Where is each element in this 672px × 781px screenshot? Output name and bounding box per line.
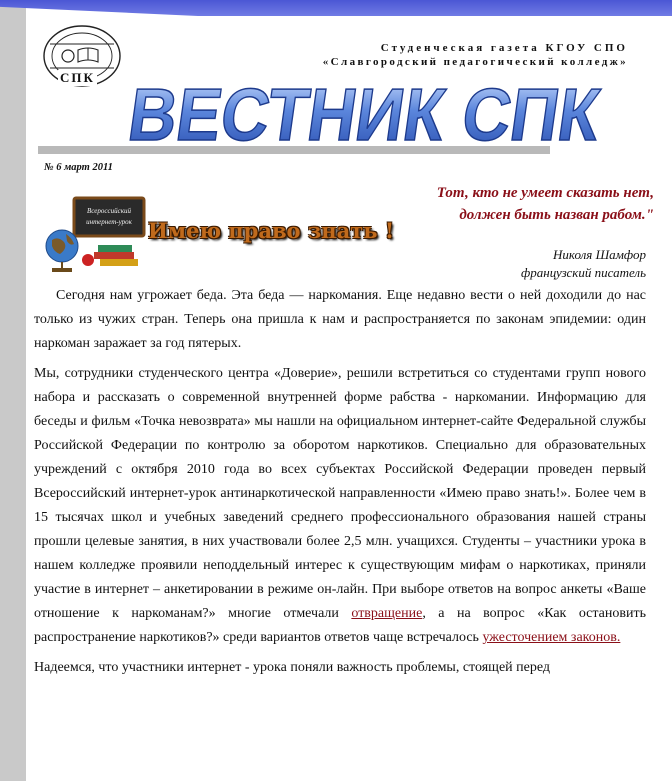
paragraph-2-part-b: , а на вопрос «Как остановить распространение наркотиков?» среди вариантов ответов чаще встречалось <box>34 606 646 645</box>
masthead-title: ВЕСТНИК СПК <box>123 74 624 156</box>
paragraph-2-part-a: Мы, сотрудники студенческого центра «Доверие», решили встретиться со студентами групп нового набора и рассказать о современной внутренней форме рабства - наркомании. Информацию для беседы и фильм «Точка невозврата» мы нашли на официальном интернет-сайте Федеральной службы Российской Федерации по контролю за оборотом наркотиков. Специально для образовательных учреждений с октября 2010 года во всех субъектах Российской Федерации проведен первый Всероссийский интернет-урок антинаркотической направленности «Имею право знать!». Более чем в 15 тысячах школ и учебных заведений среднего профессионального образования нашей страны прошли целевые занятия, в них участвовали более 2,5 млн. учащихся. Студенты – участники урока в нашем колледже проявили неподдельный интерес к существующим мифам о наркотиках, приняли участие в интернет – анкетировании в режиме он-лайн. При выборе ответов на вопрос анкеты «Ваше отношение к наркоманам?» многие отмечали <box>34 366 646 621</box>
article-paragraph-1: Сегодня нам угрожает беда. Эта беда — наркомания. Еще недавно вести о ней доходили до нас только из чужих стран. Теперь она пришла к нам и распространяется по законам эпидемии: один наркоман заражает за год пятерых. <box>34 288 646 351</box>
author-name: Николя Шамфор <box>552 247 646 262</box>
logo-text: СПК <box>60 70 95 85</box>
board-text: Всероссийский <box>87 207 131 215</box>
author-role: французский писатель <box>521 265 646 280</box>
college-name: «Славгородский педагогический колледж» <box>322 56 628 68</box>
article-paragraph-3: Надеемся, что участники интернет - урока поняли важность проблемы, стоящей перед <box>34 660 551 675</box>
epigraph <box>437 182 654 226</box>
epigraph-line-1: Тот, кто не умеет сказать нет, <box>436 185 654 201</box>
article-paragraph-2 <box>34 362 646 650</box>
epigraph-author <box>521 246 646 282</box>
epigraph-line-2: должен быть назван рабом." <box>459 207 654 223</box>
issue-number: № 6 март 2011 <box>44 162 113 173</box>
banner-title: Имею право знать ! <box>148 218 395 243</box>
left-margin-strip <box>0 0 26 781</box>
newspaper-subtitle: Студенческая газета КГОУ СПО <box>380 42 628 54</box>
internet-lesson-illustration <box>40 196 150 274</box>
highlight-stricter-laws: ужесточением законов. <box>482 630 621 645</box>
highlight-disgust: отвращение <box>351 606 423 621</box>
header-divider <box>38 146 550 154</box>
article-body <box>34 284 646 686</box>
svg-text:интернет-урок: интернет-урок <box>86 218 132 226</box>
